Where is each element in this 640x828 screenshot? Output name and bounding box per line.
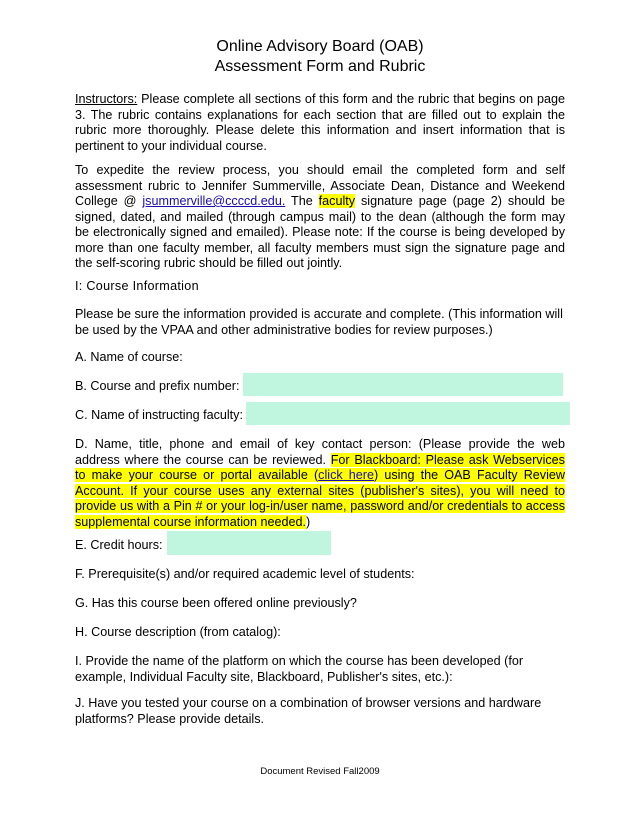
- page-footer: Document Revised Fall2009: [260, 766, 380, 777]
- expedite-text-2: The: [285, 194, 319, 208]
- blackboard-highlight-1: For Blackboard: Please ask Webservices to make your course or portal available (: [75, 452, 565, 482]
- question-d-text: D. Name, title, phone and email of key contact person: (Please provide the web address where the course can be reviewed.: [75, 437, 565, 467]
- credit-hours-field[interactable]: [167, 531, 331, 555]
- question-j-label: J. Have you tested your course on a combination of browser versions and hardware platforms? Please provide details.: [75, 696, 542, 726]
- accuracy-note: Please be sure the information provided is accurate and complete. (This information will be used by the VPAA and other administrative bodies for review purposes.): [75, 307, 563, 337]
- course-prefix-field[interactable]: [243, 373, 563, 396]
- question-b-label: B. Course and prefix number:: [75, 379, 240, 393]
- instructors-label: Instructors:: [75, 92, 138, 106]
- question-e-label: E. Credit hours:: [75, 538, 163, 552]
- expedite-paragraph: [75, 163, 565, 272]
- click-here-link[interactable]: click here: [318, 468, 375, 482]
- question-d-close: ): [306, 514, 311, 529]
- page-title: Online Advisory Board (OAB): [216, 38, 424, 55]
- question-h-label: H. Course description (from catalog):: [75, 625, 281, 639]
- section-heading: I: Course Information: [75, 279, 199, 293]
- page-subtitle: Assessment Form and Rubric: [214, 58, 426, 75]
- question-f-label: F. Prerequisite(s) and/or required academic level of students:: [75, 567, 415, 581]
- question-g-label: G. Has this course been offered online previously?: [75, 596, 357, 610]
- faculty-highlight: faculty: [318, 194, 356, 208]
- blackboard-highlight-2: ) using the OAB Faculty Review Account. If your course uses any external sites (publisher's sites), you will need to provide us with a Pin # or your log-in/user name, password and/or credentials to access supplemental course information needed.: [75, 468, 565, 529]
- expedite-text-3: signature page (page 2) should be signed, dated, and mailed (through campus mail) to the dean (although the form may be electronically signed and emailed). Please note: If the course is being developed by more than one faculty member, all faculty members must sign the signature page and the self-scoring rubric should be filled out jointly.: [75, 194, 565, 270]
- instructing-faculty-field[interactable]: [246, 402, 570, 425]
- question-d-paragraph: [75, 437, 565, 530]
- question-a-label: A. Name of course:: [75, 350, 183, 364]
- instructions-paragraph: [75, 92, 565, 154]
- question-i-label: I. Provide the name of the platform on which the course has been developed (for example, Individual Faculty site, Blackboard, Publisher's sites, etc.):: [75, 654, 524, 684]
- instructions-text: Please complete all sections of this form and the rubric that begins on page 3. The rubric contains explanations for each section that are filled out to explain the rubric more thoroughly. Please delete this information and insert information that is pertinent to your individual course.: [75, 92, 565, 153]
- expedite-text-1: To expedite the review process, you should email the completed form and self assessment rubric to Jennifer Summerville, Associate Dean, Distance and Weekend College @: [75, 163, 565, 208]
- question-c-label: C. Name of instructing faculty:: [75, 408, 243, 422]
- email-link[interactable]: jsummerville@ccccd.edu.: [142, 194, 286, 208]
